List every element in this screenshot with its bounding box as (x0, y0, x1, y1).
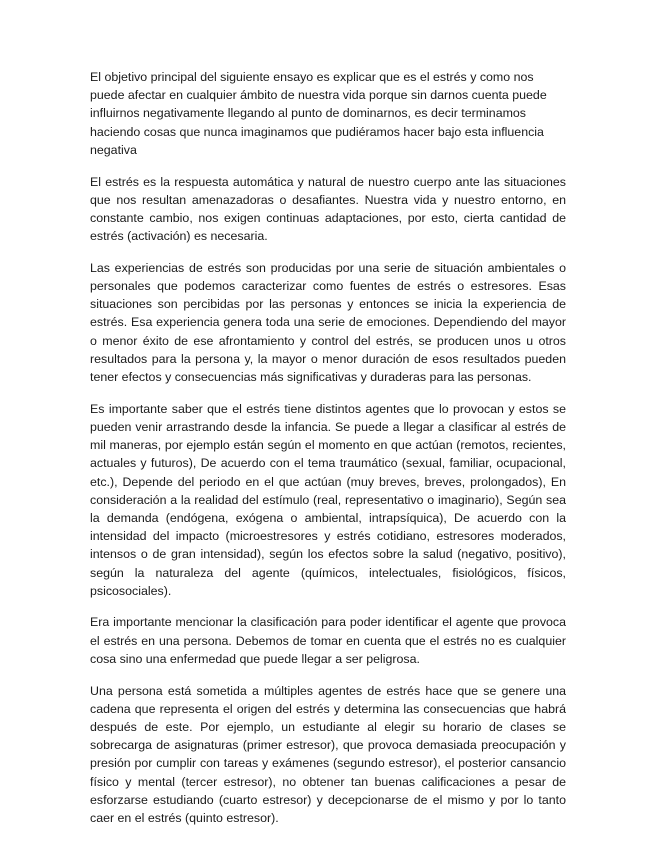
paragraph-example: Una persona está sometida a múltiples agentes de estrés hace que se genere una cadena que representa el origen del estrés y determina las consecuencias que habrá después de este. Por ejemplo, un estudiante al elegir su horario de clases se sobrecarga de asignaturas (primer estresor), que provoca demasiada preocupación y presión por cumplir con tareas y exámenes (segundo estresor), el posterior cansancio físico y mental (tercer estresor), no obtener tan buenas calificaciones a pesar de esforzarse estudiando (cuarto estresor) y decepcionarse de el mismo y por lo tanto caer en el estrés (quinto estresor). (90, 683, 566, 826)
document-page (90, 68, 566, 841)
paragraph-intro: El objetivo principal del siguiente ensayo es explicar que es el estrés y como nos puede afectar en cualquier ámbito de nuestra vida porque sin darnos cuenta puede influirnos negativamente llegando al punto de dominarnos, es decir terminamos haciendo cosas que nunca imaginamos que pudiéramos hacer bajo esta influencia negativa (90, 70, 547, 157)
paragraph-importance: Era importante mencionar la clasificación para poder identificar el agente que provoca el estrés en una persona. Debemos de tomar en cuenta que el estrés no es cualquier cosa sino una enfermedad que puede llegar a ser peligrosa. (90, 615, 566, 666)
paragraph-definition: El estrés es la respuesta automática y natural de nuestro cuerpo ante las situaciones que nos resultan amenazadoras o desafiantes. Nuestra vida y nuestro entorno, en constante cambio, nos exigen continuas adaptaciones, por esto, cierta cantidad de estrés (activación) es necesaria. (90, 174, 566, 244)
paragraph-classification: Es importante saber que el estrés tiene distintos agentes que lo provocan y estos se pueden venir arrastrando desde la infancia. Se puede a llegar a clasificar al estrés de mil maneras, por ejemplo están según el momento en que actúan (remotos, recientes, actuales y futuros), De acuerdo con el tema traumático (sexual, familiar, ocupacional, etc.), Depende del periodo en el que actúan (muy breves, breves, prolongados), En consideración a la realidad del estímulo (real, representativo o imaginario), Según sea la demanda (endógena, exógena o ambiental, intrapsíquica), De acuerdo con la intensidad del impacto (microestresores y estrés cotidiano, estresores moderados, intensos o de gran intensidad), según los efectos sobre la salud (negativo, positivo), según la naturaleza del agente (químicos, intelectuales, fisiológicos, físicos, psicosociales). (90, 401, 566, 598)
paragraph-experiences: Las experiencias de estrés son producidas por una serie de situación ambientales o personales que podemos caracterizar como fuentes de estrés o estresores. Esas situaciones son percibidas por las personas y entonces se inicia la experiencia de estrés. Esa experiencia genera toda una serie de emociones. Dependiendo del mayor o menor éxito de ese afrontamiento y control del estrés, se producen unos u otros resultados para la persona y, la mayor o menor duración de esos resultados pueden tener efectos y consecuencias más significativas y duraderas para las personas. (90, 260, 566, 385)
